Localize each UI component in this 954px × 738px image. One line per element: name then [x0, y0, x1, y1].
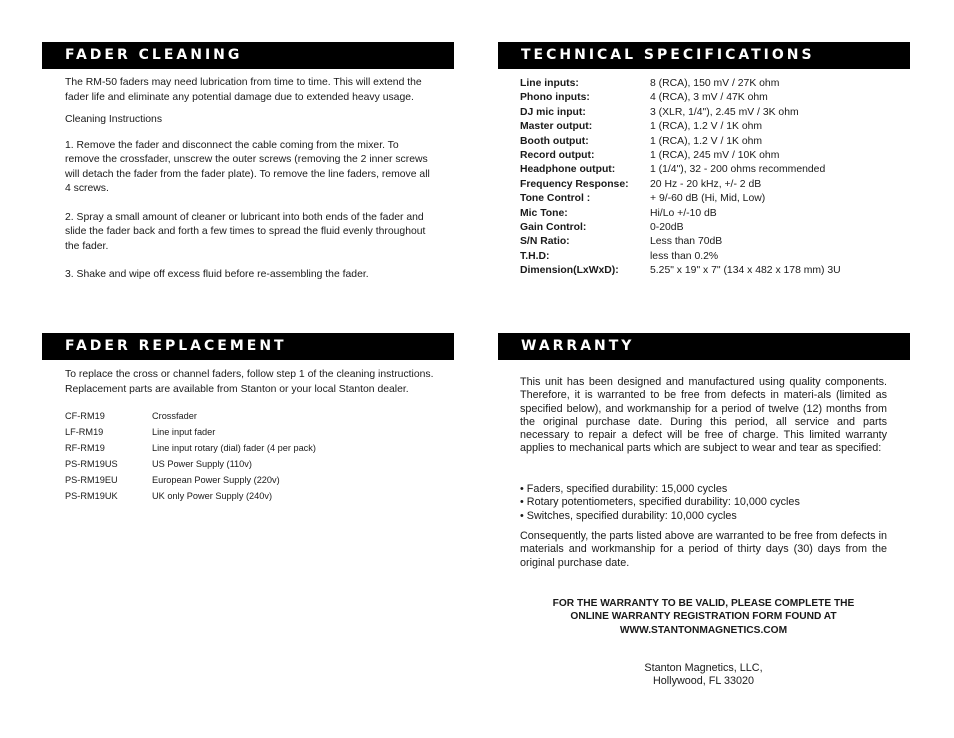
notice-line: FOR THE WARRANTY TO BE VALID, PLEASE COMPLETE THE — [552, 598, 855, 609]
spec-label: Frequency Response: — [520, 178, 629, 190]
spec-value: 0-20dB — [650, 222, 684, 234]
spec-label: Phono inputs: — [520, 92, 590, 104]
spec-value: Hi/Lo +/-10 dB — [650, 207, 717, 219]
fader-replacement-heading: FADER REPLACEMENT — [42, 333, 454, 360]
spec-row — [520, 207, 841, 221]
spec-label: Gain Control: — [520, 222, 587, 234]
spec-row — [520, 106, 841, 120]
spec-value: 1 (RCA), 1.2 V / 1K ohm — [650, 121, 763, 133]
part-description: Line input rotary (dial) fader (4 per pack) — [152, 443, 316, 453]
spec-label: Line inputs: — [520, 78, 579, 89]
warranty-bullet: • Switches, specified durability: 10,000 cycles — [520, 509, 737, 522]
part-description: Crossfader — [152, 411, 197, 421]
part-row — [65, 456, 316, 472]
spec-row — [520, 149, 841, 163]
warranty-bullet: • Rotary potentiometers, specified durability: 10,000 cycles — [520, 496, 800, 509]
spec-row — [520, 250, 841, 264]
address-line: Hollywood, FL 33020 — [652, 675, 755, 688]
part-code: RF-RM19 — [65, 443, 105, 453]
spec-row — [520, 91, 841, 105]
spec-table — [520, 77, 841, 279]
fader-cleaning-section — [65, 76, 435, 283]
part-code: PS-RM19UK — [65, 491, 118, 501]
spec-value: 1 (RCA), 1.2 V / 1K ohm — [650, 135, 763, 147]
warranty-paragraph-1: This unit has been designed and manufactured using quality components. Therefore, it is warranted to be free from defects in materi-als (limited as specified below), and workmanship for a period of twelve (12) months from the original purchase date. During this period, all service and parts necessary to repair a defect will be free of charge. This limited warranty applies to mechanical parts which are subject to wear and tear as specified: — [520, 376, 887, 455]
parts-list — [65, 408, 316, 504]
spec-row — [520, 135, 841, 149]
fader-cleaning-intro: The RM-50 faders may need lubrication from time to time. This will extend the fader life and eliminate any potential damage due to extended heavy usage. — [65, 77, 422, 103]
spec-row — [520, 192, 841, 206]
spec-value: 8 (RCA), 150 mV / 27K ohm — [650, 78, 780, 89]
spec-value: Less than 70dB — [650, 236, 723, 248]
spec-row — [520, 221, 841, 235]
part-description: US Power Supply (110v) — [152, 459, 252, 469]
part-row — [65, 488, 316, 504]
company-address — [520, 662, 887, 689]
cleaning-step-3: 3. Shake and wipe off excess fluid before re-assembling the fader. — [65, 269, 369, 280]
notice-url: WWW.STANTONMAGNETICS.COM — [619, 624, 788, 636]
warranty-bullet-list — [520, 483, 800, 523]
spec-value: 1 (RCA), 245 mV / 10K ohm — [650, 150, 780, 162]
spec-row — [520, 178, 841, 192]
warranty-registration-notice — [520, 597, 887, 637]
spec-label: Tone Control : — [520, 193, 591, 205]
spec-value: + 9/-60 dB (Hi, Mid, Low) — [650, 193, 766, 205]
part-row — [65, 472, 316, 488]
part-row — [65, 408, 316, 424]
part-description: UK only Power Supply (240v) — [152, 491, 273, 501]
part-row — [65, 424, 316, 440]
spec-value: 3 (XLR, 1/4"), 2.45 mV / 3K ohm — [650, 106, 799, 118]
cleaning-step-1: 1. Remove the fader and disconnect the cable coming from the mixer. To remove the crossfader, unscrew the outer screws (removing the 2 inner screws will detach the fader from the fader plate). To remove the line faders, remove all 4 screws. — [65, 139, 430, 194]
spec-row — [520, 120, 841, 134]
warranty-paragraph-2: Consequently, the parts listed above are warranted to be free from defects in materials and workmanship for a period of thirty days (30) days from the original purchase date. — [520, 530, 887, 569]
spec-value: 5.25" x 19" x 7" (134 x 482 x 178 mm) 3U — [650, 265, 841, 277]
spec-label: Record output: — [520, 150, 595, 162]
part-description: Line input fader — [152, 427, 216, 437]
part-code: PS-RM19EU — [65, 475, 118, 485]
spec-label: Booth output: — [520, 135, 589, 147]
part-code: CF-RM19 — [65, 411, 105, 421]
spec-label: Dimension(LxWxD): — [520, 265, 619, 277]
spec-label: Master output: — [520, 121, 593, 133]
spec-value: 20 Hz - 20 kHz, +/- 2 dB — [650, 178, 762, 190]
spec-row — [520, 77, 841, 91]
fader-cleaning-heading: FADER CLEANING — [42, 42, 454, 69]
spec-row — [520, 264, 841, 278]
spec-row — [520, 163, 841, 177]
cleaning-instructions-subheading: Cleaning Instructions — [65, 114, 163, 125]
fader-replacement-intro: To replace the cross or channel faders, follow step 1 of the cleaning instructions. Replacement parts are available from Stanton or your local Stanton dealer. — [65, 369, 434, 395]
spec-label: Headphone output: — [520, 164, 616, 176]
spec-row — [520, 235, 841, 249]
tech-specs-heading: TECHNICAL SPECIFICATIONS — [498, 42, 910, 69]
spec-value: 1 (1/4"), 32 - 200 ohms recommended — [650, 164, 826, 176]
notice-line: ONLINE WARRANTY REGISTRATION FORM FOUND AT — [570, 611, 837, 623]
part-row — [65, 440, 316, 456]
spec-label: S/N Ratio: — [520, 236, 570, 248]
cleaning-step-2: 2. Spray a small amount of cleaner or lubricant into both ends of the fader and slide the fader back and forth a few times to spread the fluid evenly throughout the fader. — [65, 211, 426, 252]
spec-value: less than 0.2% — [650, 250, 719, 262]
part-code: PS-RM19US — [65, 459, 118, 469]
spec-label: T.H.D: — [520, 250, 550, 262]
warranty-bullet: • Faders, specified durability: 15,000 cycles — [520, 483, 728, 495]
part-code: LF-RM19 — [65, 427, 104, 437]
spec-label: DJ mic input: — [520, 106, 586, 118]
spec-value: 4 (RCA), 3 mV / 47K ohm — [650, 92, 768, 104]
spec-label: Mic Tone: — [520, 207, 568, 219]
warranty-heading: WARRANTY — [498, 333, 910, 360]
part-description: European Power Supply (220v) — [152, 475, 280, 485]
address-line: Stanton Magnetics, LLC, — [644, 662, 763, 674]
